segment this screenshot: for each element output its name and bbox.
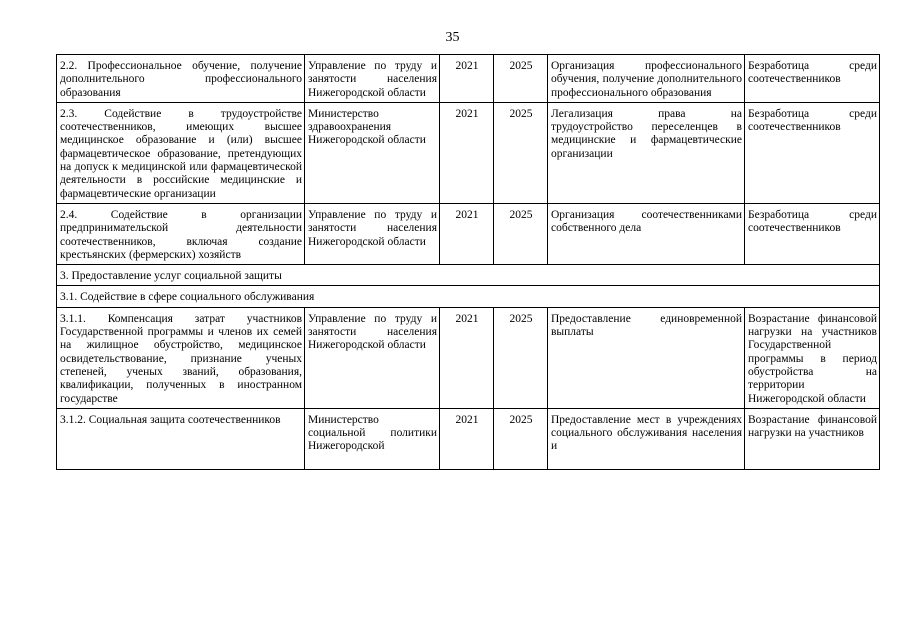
start-year-cell (440, 408, 494, 469)
start-year-cell: 2021 (440, 307, 494, 408)
result-text: Предоставление мест в учреждениях социального обслуживания населения и (551, 413, 742, 453)
executor-cell: Управление по труду и занятости населения Нижегородской области (305, 307, 440, 408)
end-year-cell: 2025 (494, 307, 548, 408)
table-row (57, 55, 880, 103)
page-number: 35 (445, 30, 460, 45)
start-year-cell: 2021 (440, 203, 494, 264)
end-year-text: 2025 (509, 413, 533, 426)
section-row (57, 265, 880, 286)
table-row (57, 408, 880, 469)
section-heading: 3. Предоставление услуг социальной защиты (57, 265, 880, 286)
executor-cell: Министерство здравоохранения Нижегородской области (305, 102, 440, 203)
risk-cell: Безработица среди соотечественников (745, 55, 880, 103)
measure-cell: 3.1.1. Компенсация затрат участников Государственной программы и членов их семей на жилищное обустройство, медицинское освидетельствование, признание ученых степеней, ученых званий, образования, квалификации, полученных в иностранном государстве (57, 307, 305, 408)
measure-cell: 2.2. Профессиональное обучение, получение дополнительного профессионального образования (57, 55, 305, 103)
executor-cell (305, 408, 440, 469)
result-cell: Легализация права на трудоустройство переселенцев в медицинские и фармацевтические организации (548, 102, 745, 203)
risk-text: Возрастание финансовой нагрузки на участников (748, 413, 877, 440)
risk-cell (745, 408, 880, 469)
result-cell: Организация соотечественниками собственного дела (548, 203, 745, 264)
risk-cell: Безработица среди соотечественников (745, 203, 880, 264)
table-row (57, 102, 880, 203)
subsection-heading: 3.1. Содействие в сфере социального обслуживания (57, 286, 880, 307)
measures-table (56, 54, 880, 470)
result-cell (548, 408, 745, 469)
executor-text: Министерство социальной политики Нижегородской (308, 413, 437, 453)
measure-cell: 2.3. Содействие в трудоустройстве соотечественников, имеющих высшее медицинское образование и (или) высшее фармацевтическое образование, претендующих на допуск к медицинской или фармацевтической деятельности в российские медицинские и фармацевтические организации (57, 102, 305, 203)
start-year-cell: 2021 (440, 102, 494, 203)
executor-cell: Управление по труду и занятости населения Нижегородской области (305, 55, 440, 103)
result-cell: Предоставление единовременной выплаты (548, 307, 745, 408)
end-year-cell: 2025 (494, 102, 548, 203)
measure-cell: 2.4. Содействие в организации предпринимательской деятельности соотечественников, включая создание крестьянских (фермерских) хозяйств (57, 203, 305, 264)
result-cell: Организация профессионального обучения, получение дополнительного профессионального образования (548, 55, 745, 103)
table-row (57, 203, 880, 264)
measure-cell (57, 408, 305, 469)
risk-cell: Безработица среди соотечественников (745, 102, 880, 203)
start-year-cell: 2021 (440, 55, 494, 103)
table-row (57, 307, 880, 408)
end-year-cell: 2025 (494, 55, 548, 103)
risk-cell: Возрастание финансовой нагрузки на участников Государственной программы в период обустройства на территории Нижегородской области (745, 307, 880, 408)
end-year-cell (494, 408, 548, 469)
executor-cell: Управление по труду и занятости населения Нижегородской области (305, 203, 440, 264)
end-year-cell: 2025 (494, 203, 548, 264)
start-year-text: 2021 (455, 413, 479, 426)
measure-text: 3.1.2. Социальная защита соотечественников (60, 413, 281, 426)
section-row (57, 286, 880, 307)
